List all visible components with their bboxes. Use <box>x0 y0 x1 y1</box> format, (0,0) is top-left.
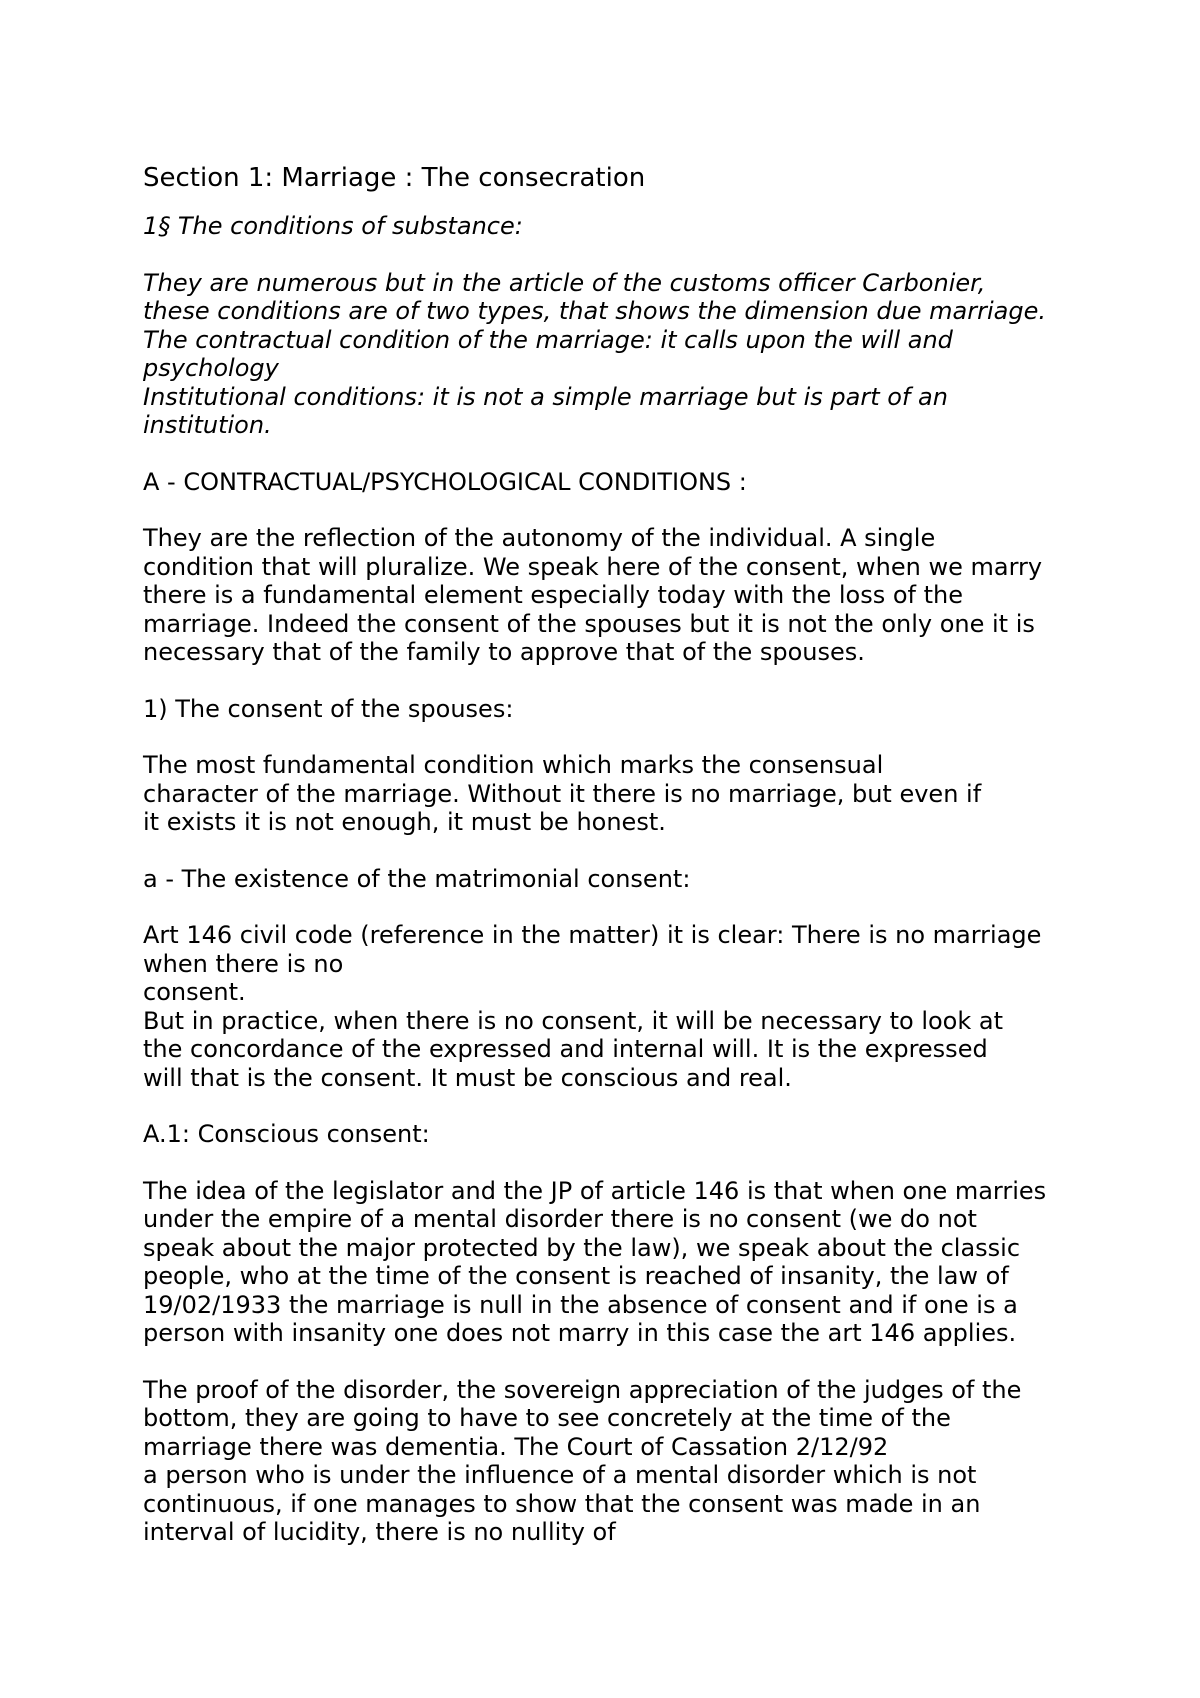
paragraph-line: character of the marriage. Without it there is no marriage, but even if <box>143 779 982 808</box>
existence-heading: a - The existence of the matrimonial consent: <box>143 864 691 893</box>
intro-line: Institutional conditions: it is not a simple marriage but is part of an <box>143 382 948 411</box>
paragraph-line: 19/02/1933 the marriage is null in the absence of consent and if one is a <box>143 1290 1018 1319</box>
conscious-consent-heading: A.1: Conscious consent: <box>143 1120 430 1148</box>
paragraph-line: people, who at the time of the consent is reached of insanity, the law of <box>143 1262 1009 1290</box>
conscious-consent-paragraph <box>143 1177 1083 1348</box>
paragraph-line: speak about the major protected by the law), we speak about the classic <box>143 1233 1021 1262</box>
subsection-heading: 1§ The conditions of substance: <box>143 212 523 240</box>
paragraph-line: But in practice, when there is no consent, it will be necessary to look at <box>143 1006 1004 1035</box>
paragraph-line: The most fundamental condition which marks the consensual <box>143 751 884 779</box>
paragraph-line: when there is no <box>143 949 344 978</box>
paragraph-line: it exists it is not enough, it must be honest. <box>143 808 666 836</box>
paragraph-line: the concordance of the expressed and internal will. It is the expressed <box>143 1035 988 1063</box>
paragraph-line: will that is the consent. It must be conscious and real. <box>143 1063 792 1092</box>
paragraph-line: bottom, they are going to have to see concretely at the time of the <box>143 1404 951 1432</box>
paragraph-line: condition that will pluralize. We speak here of the consent, when we marry <box>143 552 1043 581</box>
section-a-paragraph <box>143 524 1083 667</box>
document-body <box>143 160 1083 1547</box>
intro-line: The contractual condition of the marriage: it calls upon the will and <box>143 325 953 354</box>
proof-paragraph <box>143 1376 1083 1547</box>
paragraph-line: a person who is under the influence of a mental disorder which is not <box>143 1461 977 1489</box>
paragraph-line: person with insanity one does not marry in this case the art 146 applies. <box>143 1319 1017 1347</box>
paragraph-line: The proof of the disorder, the sovereign appreciation of the judges of the <box>143 1375 1022 1404</box>
consent-paragraph <box>143 751 1083 837</box>
paragraph-line: marriage. Indeed the consent of the spouses but it is not the only one it is <box>143 609 1035 638</box>
paragraph-line: Art 146 civil code (reference in the matter) it is clear: There is no marriage <box>143 921 1042 949</box>
paragraph-line: consent. <box>143 978 246 1006</box>
paragraph-line: The idea of the legislator and the JP of article 146 is that when one marries <box>143 1176 1047 1205</box>
existence-paragraph <box>143 921 1083 1092</box>
intro-line: They are numerous but in the article of the customs officer Carbonier, <box>143 268 986 297</box>
section-title: Section 1: Marriage : The consecration <box>143 163 646 193</box>
consent-heading: 1) The consent of the spouses: <box>143 694 514 723</box>
paragraph-line: interval of lucidity, there is no nullity of <box>143 1518 616 1546</box>
section-a-heading: A - CONTRACTUAL/PSYCHOLOGICAL CONDITIONS : <box>143 467 747 496</box>
paragraph-line: necessary that of the family to approve that of the spouses. <box>143 638 865 666</box>
paragraph-line: marriage there was dementia. The Court of Cassation 2/12/92 <box>143 1432 889 1461</box>
paragraph-line: They are the reflection of the autonomy of the individual. A single <box>143 524 936 552</box>
intro-line: these conditions are of two types, that shows the dimension due marriage. <box>143 297 1046 325</box>
paragraph-line: there is a fundamental element especially today with the loss of the <box>143 581 964 609</box>
intro-paragraph <box>143 269 1083 440</box>
paragraph-line: continuous, if one manages to show that the consent was made in an <box>143 1489 981 1518</box>
paragraph-line: under the empire of a mental disorder there is no consent (we do not <box>143 1205 977 1233</box>
intro-line: psychology <box>143 354 279 382</box>
intro-line: institution. <box>143 411 272 439</box>
